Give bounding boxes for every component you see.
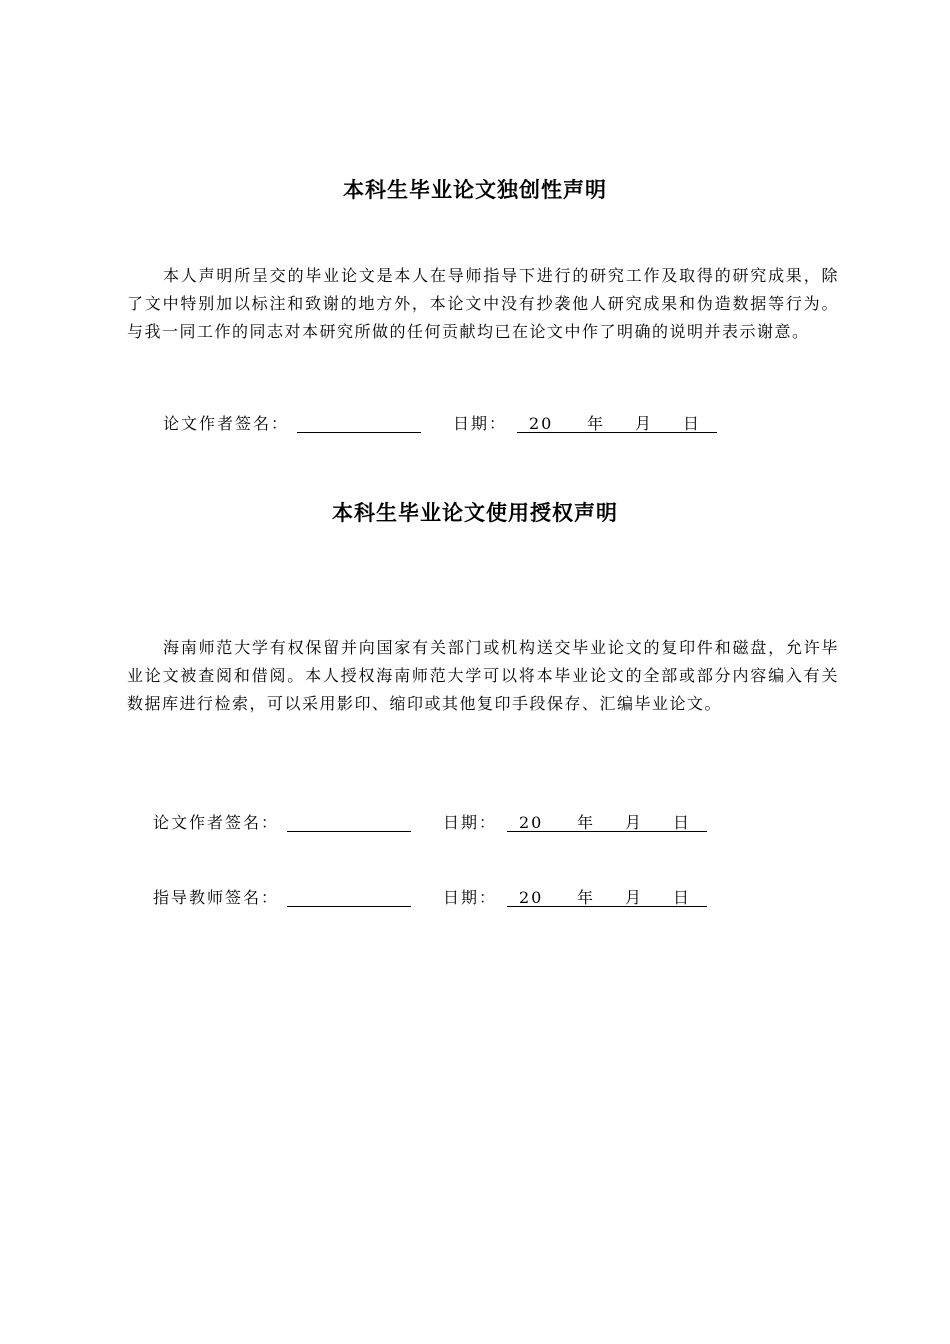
authorization-author-signature-line (153, 811, 753, 835)
author-signature-label: 论文作者签名： (163, 414, 290, 433)
advisor-signature-blank[interactable] (287, 886, 411, 907)
year-unit: 年 (577, 813, 596, 832)
authorization-declaration-text: 海南师范大学有权保留并向国家有关部门或机构送交毕业论文的复印件和磁盘，允许毕业论文被查阅和借阅。本人授权海南师范大学可以将本毕业论文的全部或部分内容编入有关数据库进行检索，可以采用影印、缩印或其他复印手段保存、汇编毕业论文。 (127, 638, 839, 713)
day-unit: 日 (673, 888, 692, 907)
advisor-signature-label: 指导教师签名： (153, 888, 280, 907)
author-signature-blank[interactable] (297, 412, 421, 433)
authorization-declaration-title: 本科生毕业论文使用授权声明 (332, 501, 618, 525)
date-blank[interactable] (507, 886, 707, 907)
year-prefix: 20 (529, 414, 554, 433)
advisor-signature-line (153, 886, 753, 910)
month-unit: 月 (635, 414, 654, 433)
year-prefix: 20 (519, 888, 544, 907)
date-blank[interactable] (517, 412, 717, 433)
date-label: 日期： (453, 414, 508, 433)
year-prefix: 20 (519, 813, 544, 832)
month-unit: 月 (625, 888, 644, 907)
date-label: 日期： (443, 888, 498, 907)
originality-declaration-text: 本人声明所呈交的毕业论文是本人在导师指导下进行的研究工作及取得的研究成果，除了文中特别加以标注和致谢的地方外，本论文中没有抄袭他人研究成果和伪造数据等行为。与我一同工作的同志对本研究所做的任何贡献均已在论文中作了明确的说明并表示谢意。 (127, 266, 839, 341)
author-signature-label: 论文作者签名： (153, 813, 280, 832)
year-unit: 年 (587, 414, 606, 433)
day-unit: 日 (673, 813, 692, 832)
author-signature-blank[interactable] (287, 811, 411, 832)
date-label: 日期： (443, 813, 498, 832)
day-unit: 日 (683, 414, 702, 433)
originality-declaration-title: 本科生毕业论文独创性声明 (343, 178, 607, 202)
date-blank[interactable] (507, 811, 707, 832)
year-unit: 年 (577, 888, 596, 907)
month-unit: 月 (625, 813, 644, 832)
originality-signature-line (163, 412, 763, 436)
